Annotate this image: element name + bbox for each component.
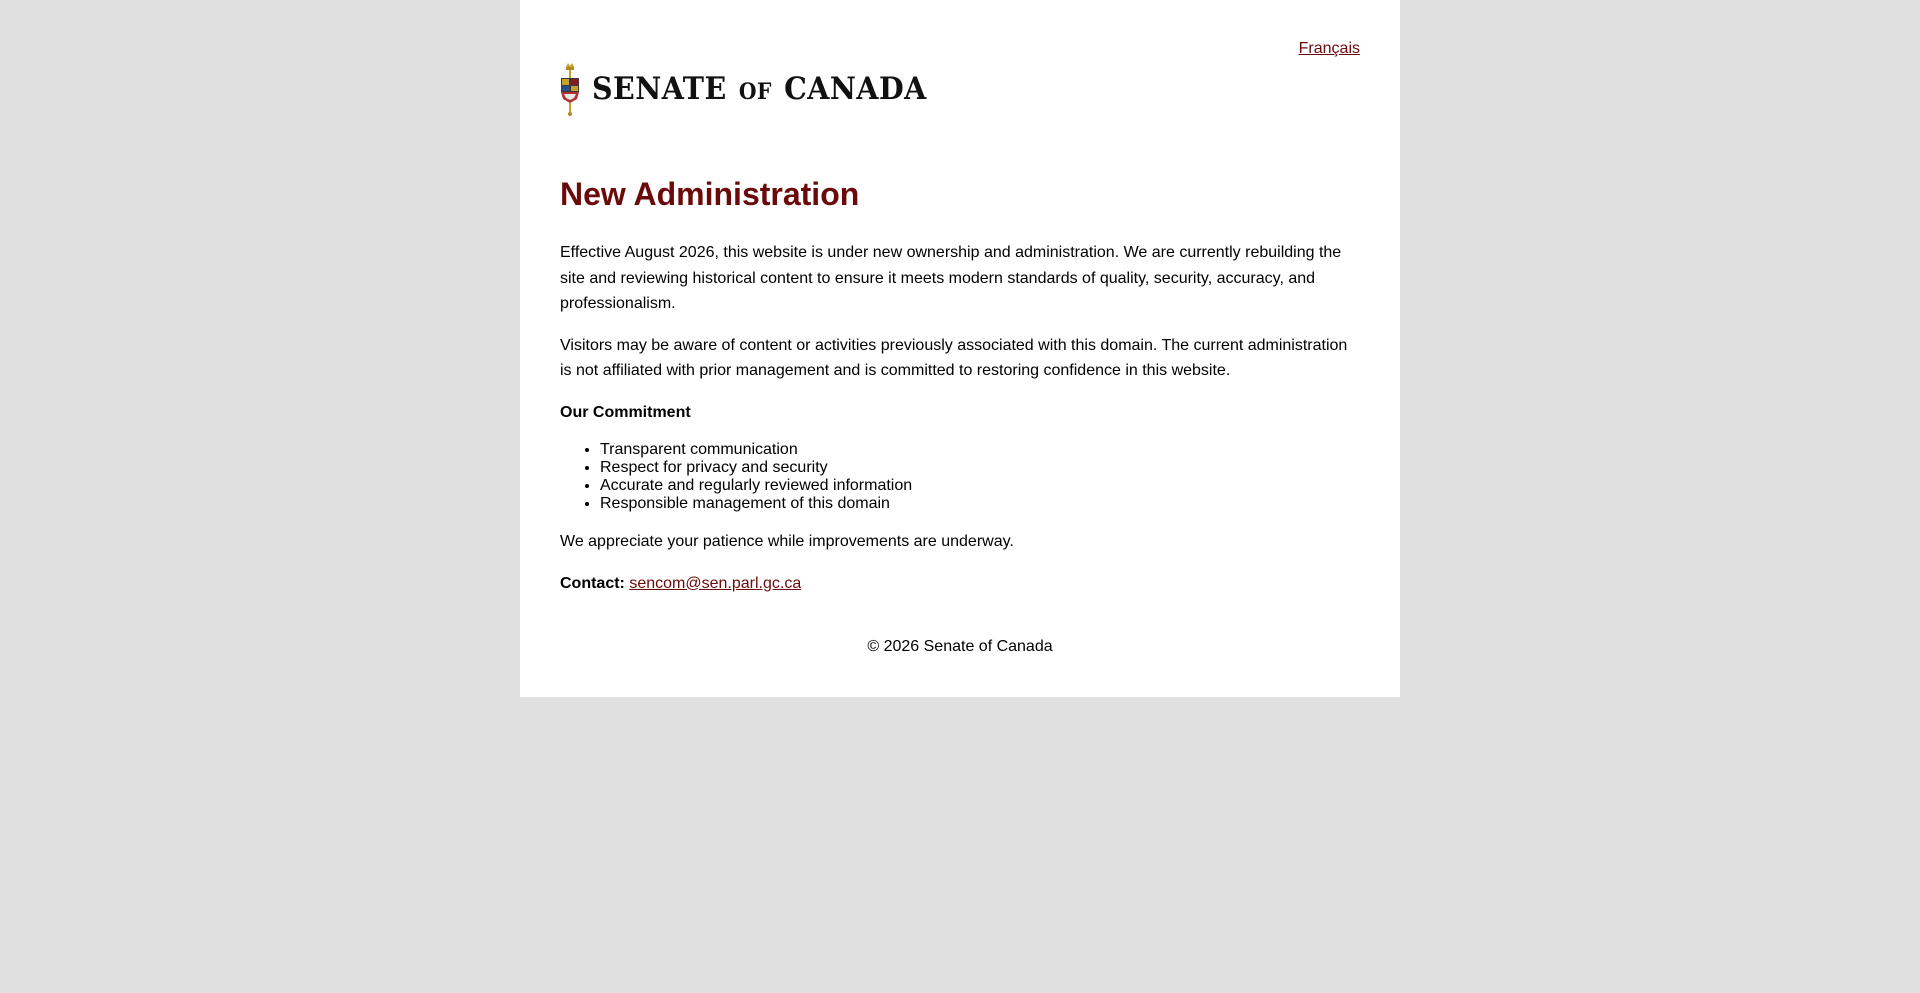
commitment-list [560, 441, 1360, 513]
logo-word-senate: SENATE [592, 71, 727, 107]
contact-label: Contact: [560, 574, 625, 592]
page-container [520, 0, 1400, 697]
logo-word-canada: CANADA [784, 71, 927, 107]
list-item: • Respect for privacy and security [600, 459, 1360, 477]
list-item: • Accurate and regularly reviewed information [600, 477, 1360, 495]
affiliation-paragraph: Visitors may be aware of content or activities previously associated with this domain. The current administration is not affiliated with prior management and is committed to restoring confidence in this website. [560, 336, 1348, 379]
language-toggle-link[interactable]: Français [1298, 40, 1360, 57]
contact-email-link[interactable]: sencom@sen.parl.gc.ca [629, 574, 802, 592]
intro-paragraph: Effective August 2026, this website is under new ownership and administration. We are currently rebuilding the site and reviewing historical content to ensure it meets modern standards of quality, security, accuracy, and professionalism. [560, 244, 1342, 312]
senate-mace-emblem-icon [560, 61, 580, 117]
contact-line [560, 571, 1360, 597]
main-content [560, 172, 1360, 612]
senate-logo[interactable] [560, 61, 956, 117]
logo-wordmark [592, 71, 927, 107]
commitment-heading: Our Commitment [560, 403, 691, 421]
appreciation-paragraph: We appreciate your patience while improvements are underway. [560, 533, 1014, 550]
list-item: • Transparent communication [600, 441, 1360, 459]
page-title: New Administration [560, 176, 860, 212]
logo-word-of: OF [738, 79, 772, 105]
footer-copyright: © 2026 Senate of Canada [867, 638, 1053, 655]
list-item: • Responsible management of this domain [600, 495, 1360, 513]
